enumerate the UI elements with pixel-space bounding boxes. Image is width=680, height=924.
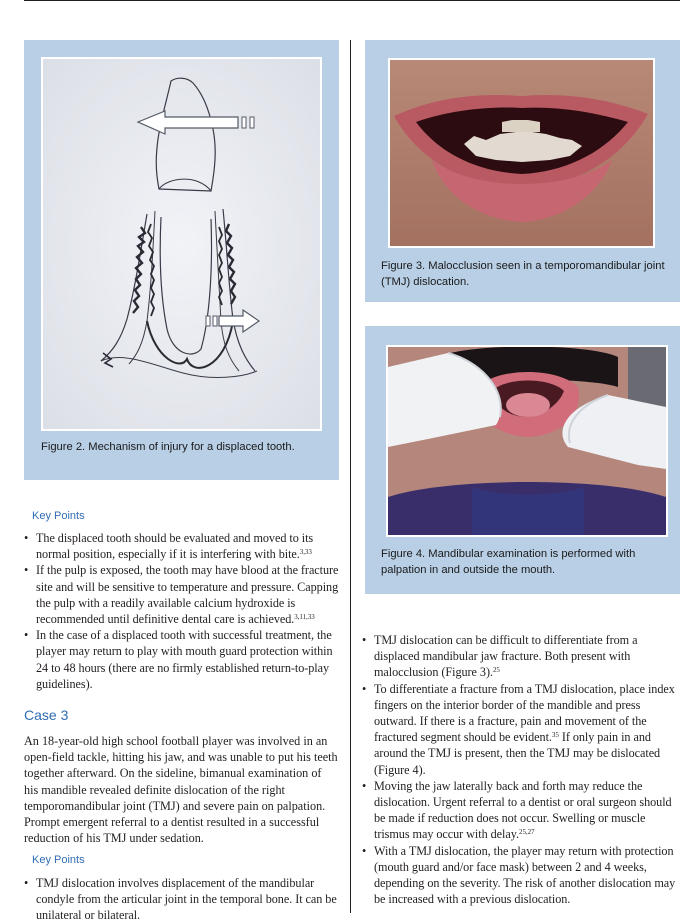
citation-ref: 3,11,33 <box>294 613 315 622</box>
list-item <box>362 778 680 843</box>
citation-ref: 25,27 <box>519 828 535 837</box>
figure-3-box <box>365 40 680 302</box>
figure-2-box <box>24 40 339 480</box>
figure-2-image <box>41 57 322 431</box>
column-rule <box>350 40 351 913</box>
case-body: An 18-year-old high school football player was involved in an open-field tackle, hitting his jaw, and was unable to put his teeth together afterward. On the sideline, bimanual examination of his mandible revealed definite dislocation of the right temporomandibular joint (TMJ) and severe pain on palpation. Prompt emergent referral to a dentist resulted in a successful reduction of his TMJ under sedation. <box>24 734 338 846</box>
key-points-heading: Key Points <box>32 510 85 522</box>
list-item-text: Moving the jaw laterally back and forth may reduce the dislocation. Urgent referral to a dentist or oral surgeon should be made if reduction does not occur. Swelling or muscle trismus may occur with delay. <box>374 778 672 842</box>
figure-3-image <box>388 58 655 248</box>
figure-4-box <box>365 326 680 594</box>
citation-ref: 25 <box>492 666 500 675</box>
list-item <box>24 875 341 924</box>
list-item-text: With a TMJ dislocation, the player may return with protection (mouth guard and/or face mask) between 2 and 4 weeks, depending on the severity. The risk of another dislocation may be increased with a previous dislocation. <box>374 843 676 907</box>
key-points-list <box>24 530 341 692</box>
figure-3-caption: Figure 3. Malocclusion seen in a temporomandibular joint (TMJ) dislocation. <box>381 260 665 288</box>
list-item-text: In the case of a displaced tooth with successful treatment, the player may return to play with mouth guard protection within 24 to 48 hours (there are no firmly established return-to-play guidelines). <box>36 628 333 691</box>
top-rule <box>24 0 680 1</box>
list-item <box>24 562 341 627</box>
list-item-text: TMJ dislocation involves displacement of the mandibular condyle from the articular joint in the temporal bone. It can be unilateral or bilateral. <box>36 876 337 923</box>
figure-4-caption: Figure 4. Mandibular examination is performed with palpation in and outside the mouth. <box>381 548 636 576</box>
list-item <box>24 530 341 562</box>
figure-2-caption: Figure 2. Mechanism of injury for a displaced tooth. <box>41 441 295 453</box>
key-points-list-2 <box>24 875 341 924</box>
list-item <box>24 627 341 692</box>
citation-ref: 35 <box>551 731 559 740</box>
list-item-text: The displaced tooth should be evaluated and moved to its normal position, especially if it is interfering with bite. <box>36 531 314 562</box>
right-column-list <box>362 632 680 907</box>
list-item-text: To differentiate a fracture from a TMJ dislocation, place index fingers on the interior border of the mandible and press outward. If there is a fracture, pain and movement of the fractured segment should be evident. <box>374 681 675 745</box>
key-points-heading-2: Key Points <box>32 854 85 866</box>
list-item-text: If the pulp is exposed, the tooth may have blood at the fracture site and will be sensitive to temperature and pressure. Capping the pulp with a readily available calcium hydroxide is recommended until definitive dental care is achieved. <box>36 563 339 627</box>
tooth-diagram-illustration <box>43 59 320 429</box>
list-item-text: If only pain in and around the TMJ is present, then the TMJ may be dislocated (Figure 4). <box>374 730 661 777</box>
list-item <box>362 632 680 681</box>
mandibular-examination-photo <box>388 347 666 535</box>
list-item <box>362 843 680 908</box>
case-heading: Case 3 <box>24 707 69 723</box>
list-item-text: TMJ dislocation can be difficult to differentiate from a displaced mandibular jaw fracture. Both present with malocclusion (Figure 3). <box>374 633 638 680</box>
list-item <box>362 681 680 778</box>
citation-ref: 3,33 <box>299 548 312 557</box>
figure-4-image <box>386 345 668 537</box>
malocclusion-photo <box>390 60 653 246</box>
